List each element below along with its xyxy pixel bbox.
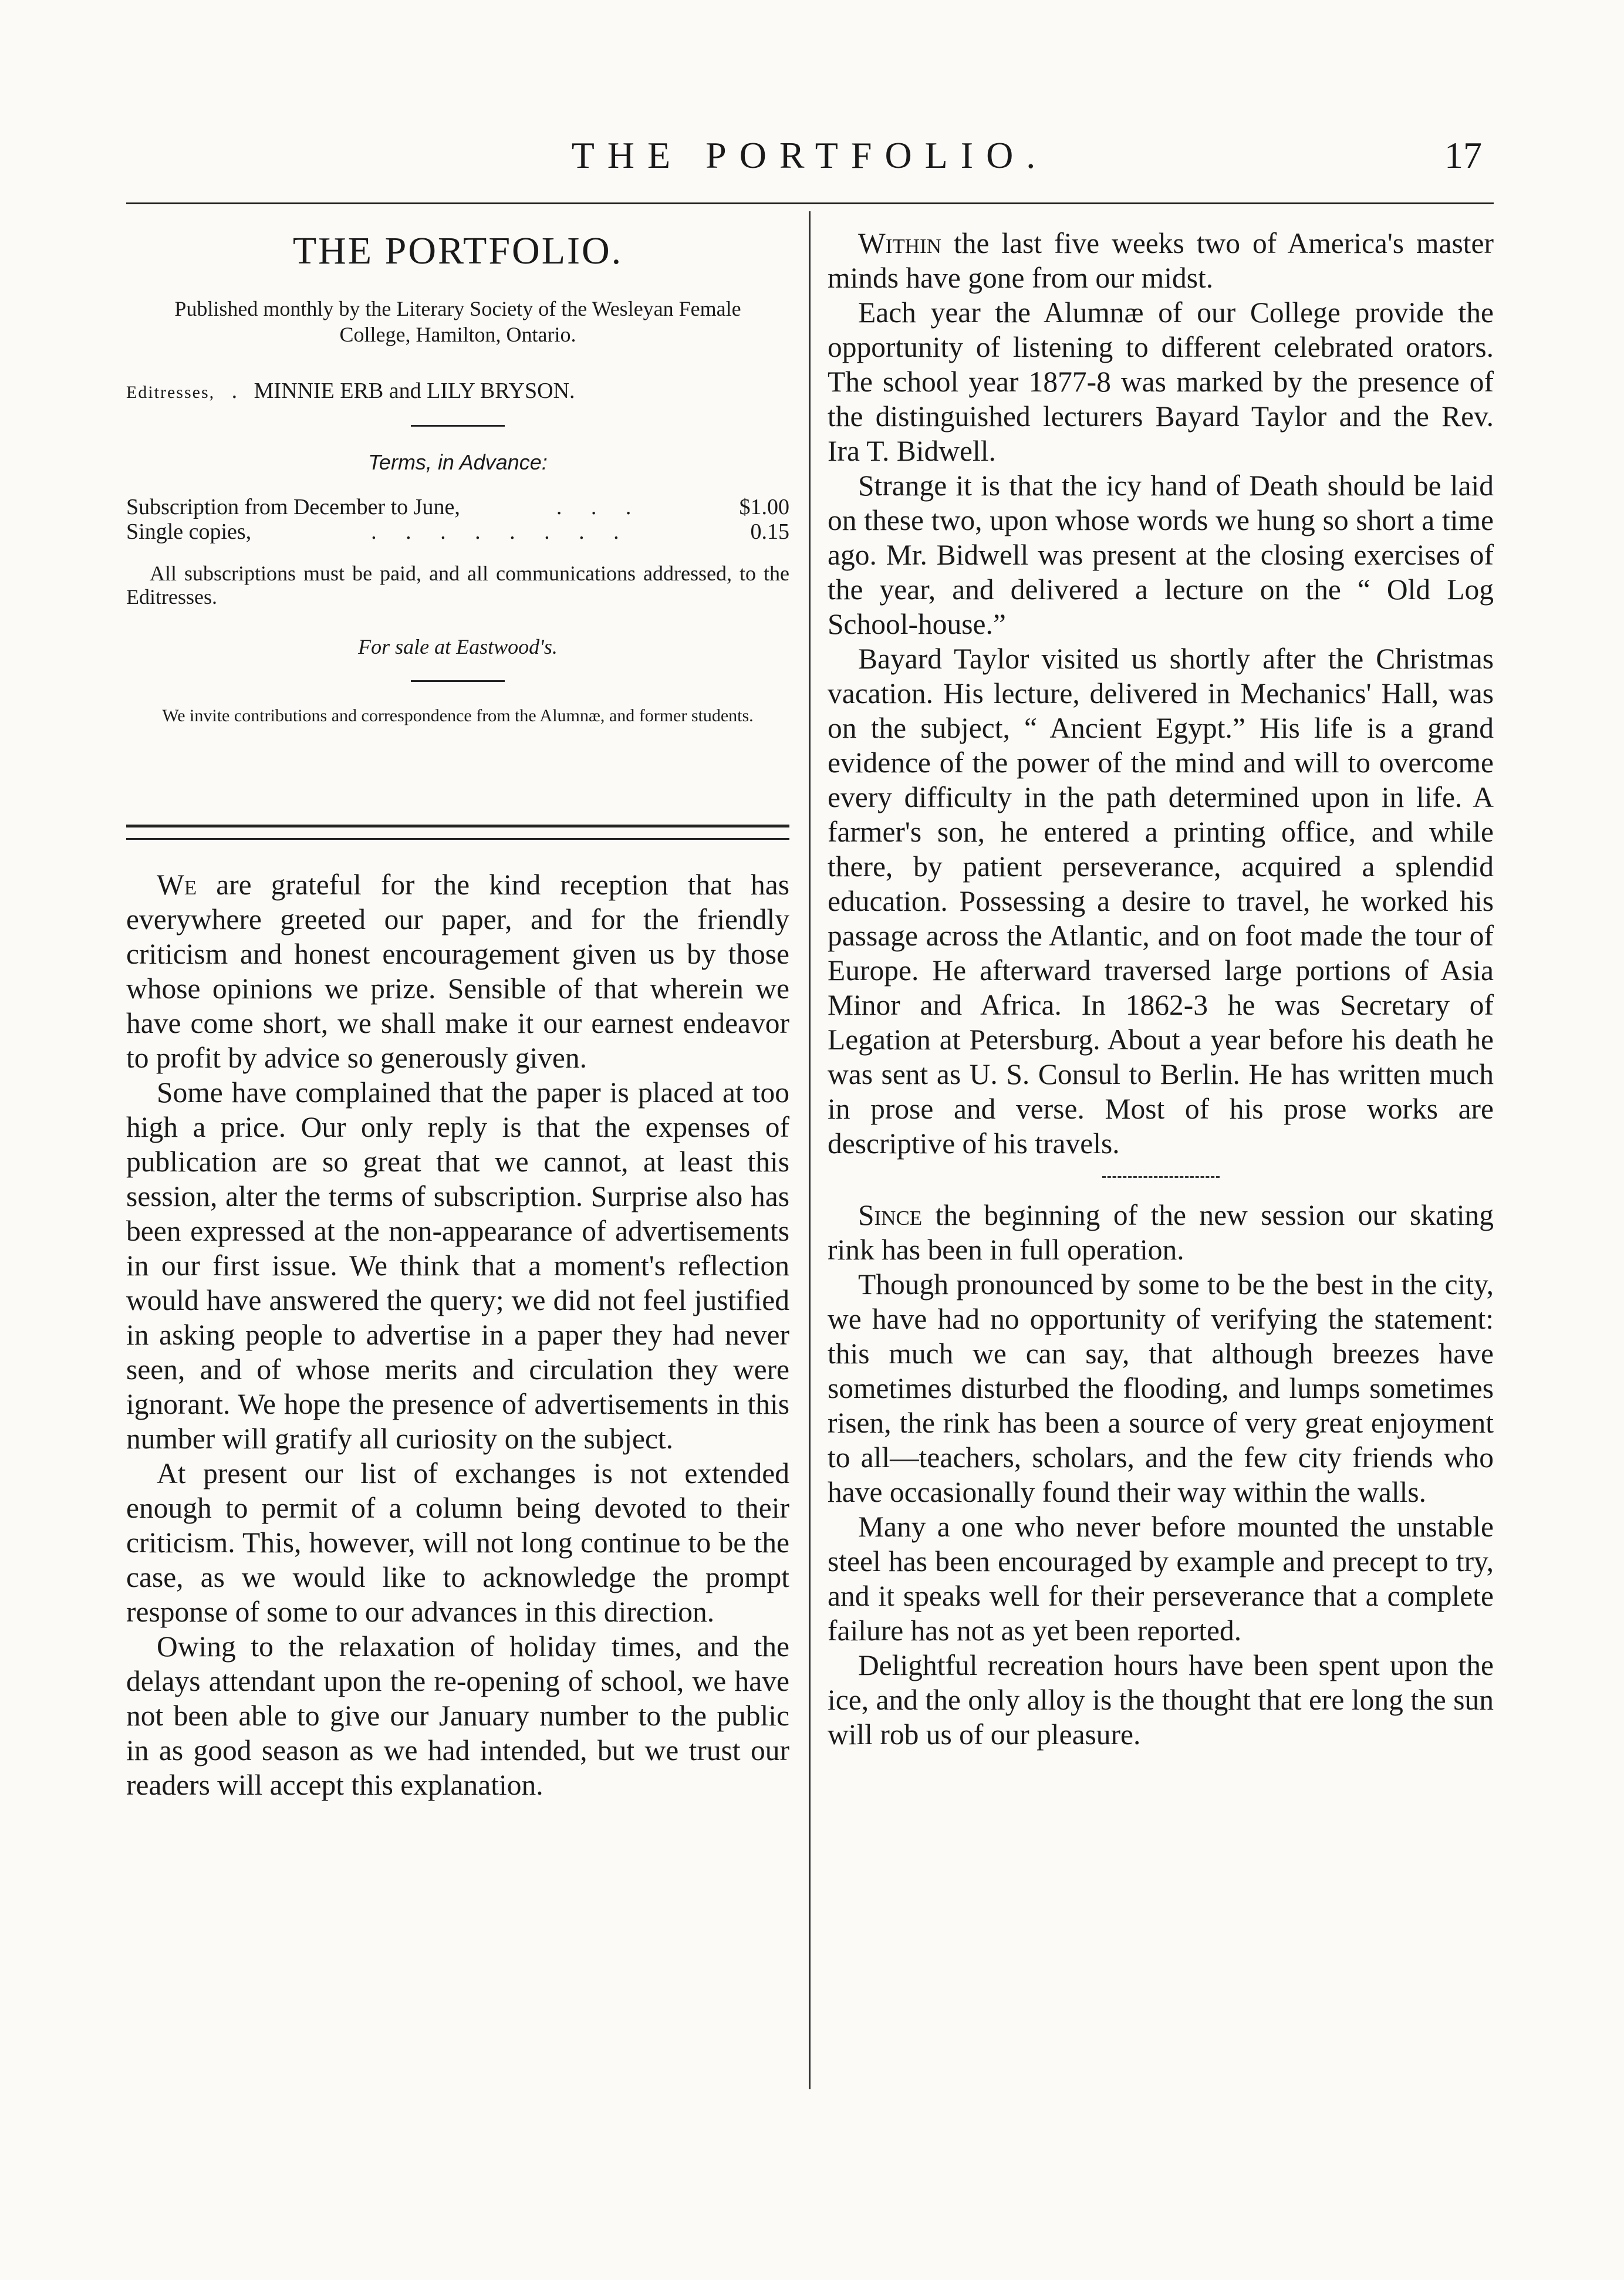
running-title: THE PORTFOLIO. xyxy=(571,134,1049,176)
editors-label: Editresses, xyxy=(126,383,215,402)
subscription-note: All subscriptions must be paid, and all communications addressed, to the Editresses. xyxy=(126,562,789,609)
rate-row: Subscription from December to June, . . . $1.00 xyxy=(126,495,789,519)
left-column-editorial xyxy=(126,867,789,1802)
column-divider xyxy=(809,211,811,2089)
rate-price: $1.00 xyxy=(739,495,789,519)
masthead-rule xyxy=(411,680,505,682)
paragraph-lead: Within xyxy=(858,227,941,259)
masthead xyxy=(126,217,789,727)
masthead-title: THE PORTFOLIO. xyxy=(292,229,623,272)
paragraph: Strange it is that the icy hand of Death should be laid on these two, upon whose words we hung so short a time ago. Mr. Bidwell was present at the closing exercises of the year, and delivered a lecture on the “ Old Log School-house.” xyxy=(828,469,1494,640)
article-skating-rink xyxy=(828,1198,1494,1752)
paragraph: Owing to the relaxation of holiday times, and the delays attendant upon the re-opening of school, we have not been able to give our January number to the public in as good season as we had intended, but we trust our readers will accept this explanation. xyxy=(126,1630,789,1801)
editors-names: MINNIE ERB and LILY BRYSON. xyxy=(254,379,575,403)
paragraph: Many a one who never before mounted the unstable steel has been encouraged by example and precept to try, and it speaks well for their perseverance that a complete failure has not as yet been reported. xyxy=(828,1511,1494,1647)
paragraph: We are grateful for the kind reception that has everywhere greeted our paper, and for the friendly criticism and honest encouragement given us by those whose opinions we prize. Sensible of that wherein we have come short, we shall make it our earnest endeavor to profit by advice so generously given. xyxy=(126,869,789,1074)
invitation-note: We invite contributions and correspondence from the Alumnæ, and former students. xyxy=(162,706,754,725)
page-number: 17 xyxy=(1444,134,1482,176)
paragraph: At present our list of exchanges is not extended enough to permit of a column being devoted to their criticism. This, however, will not long continue to be the case, as we would like to acknowledge the prompt response of some to our advances in this direction. xyxy=(126,1457,789,1628)
for-sale-line: For sale at Eastwood's. xyxy=(358,635,558,658)
masthead-double-rule xyxy=(126,825,789,840)
rate-label: Single copies, xyxy=(126,519,252,544)
right-column xyxy=(828,226,1494,1752)
paragraph: Each year the Alumnæ of our College provide the opportunity of listening to different celebrated orators. The school year 1877-8 was marked by the presence of the distinguished lecturers Bayard Taylor and the Rev. Ira T. Bidwell. xyxy=(828,296,1494,467)
publication-line: Published monthly by the Literary Society of the Wesleyan Female College, Hamilton, Ontario. xyxy=(174,297,741,346)
paragraph: Delightful recreation hours have been spent upon the ice, and the only alloy is the thought that ere long the sun will rob us of our pleasure. xyxy=(828,1649,1494,1751)
paragraph: Since the beginning of the new session our skating rink has been in full operation. xyxy=(828,1199,1494,1266)
paragraph: Though pronounced by some to be the best in the city, we have had no opportunity of verifying the statement: this much we can say, that although breezes have sometimes disturbed the flooding, and lumps sometimes risen, the rink has been a source of very great enjoyment to all—teachers, scholars, and the few city friends who have occasionally found their way within the walls. xyxy=(828,1268,1494,1508)
paragraph-lead: Since xyxy=(858,1199,923,1231)
editors-line: Editresses, . MINNIE ERB and LILY BRYSON. xyxy=(126,379,575,403)
rate-row: Single copies, . . . . . . . . 0.15 xyxy=(126,519,789,544)
rate-price: 0.15 xyxy=(750,519,789,544)
header-rule xyxy=(126,202,1494,204)
article-separator xyxy=(1102,1176,1220,1178)
paragraph: Within the last five weeks two of America's master minds have gone from our midst. xyxy=(828,227,1494,294)
running-header xyxy=(126,134,1494,198)
terms-heading: Terms, in Advance: xyxy=(368,450,548,474)
rate-label: Subscription from December to June, xyxy=(126,495,460,519)
paragraph: Bayard Taylor visited us shortly after the Christmas vacation. His lecture, delivered in Mechanics' Hall, was on the subject, “ Ancient Egypt.” His life is a grand evidence of the power of the mind and will to overcome every difficulty in the path determined upon in life. A farmer's son, he entered a printing office, and while there, by patient perseverance, acquired a splendid education. Possessing a desire to travel, he worked his passage across the Atlantic, and on foot made the tour of Europe. He afterward traversed large portions of Asia Minor and Africa. In 1862-3 he was Secretary of Legation at Petersburg. About a year before his death he was sent as U. S. Consul to Berlin. He has written much in prose and verse. Most of his prose works are descriptive of his travels. xyxy=(828,643,1494,1160)
masthead-rule xyxy=(411,425,505,427)
paragraph-lead: We xyxy=(157,869,197,901)
article-obituary xyxy=(828,226,1494,1161)
paragraph: Some have complained that the paper is placed at too high a price. Our only reply is that the expenses of publication are so great that we cannot, at least this session, alter the terms of subscription. Surprise also has been expressed at the non-appearance of advertisements in our first issue. We think that a moment's reflection would have answered the query; we did not feel justified in asking people to advertise in a paper they had never seen, and of whose merits and circulation they were ignorant. We hope the presence of advertisements in this number will gratify all curiosity on the subject. xyxy=(126,1076,789,1455)
